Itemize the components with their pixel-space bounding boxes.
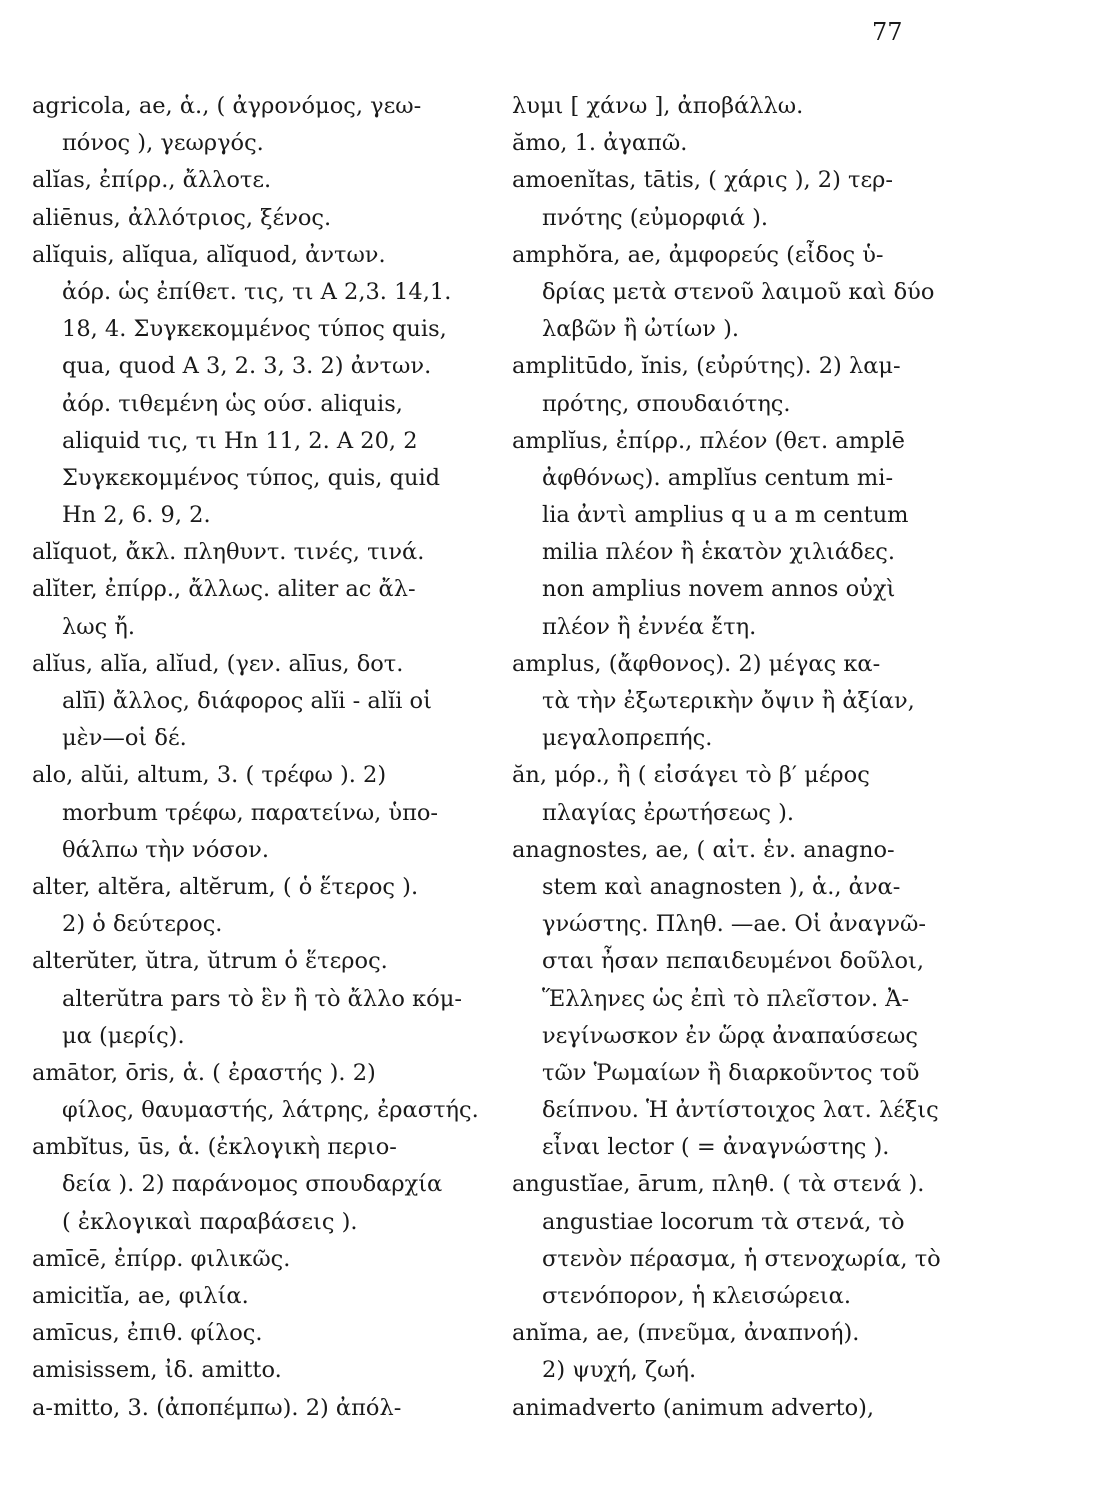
entry-headword-line: ambĭtus, ūs, ἁ. (ἐκλογικὴ περιο- [32,1134,397,1161]
entry-continuation-line: lia ἀντὶ amplius q u a m centum [542,502,909,529]
entry-continuation-line: σται ἦσαν πεπαιδευμένοι δοῦλοι, [542,948,924,975]
entry-continuation-line: milia πλέον ἢ ἑκατὸν χιλιάδες. [542,539,896,566]
entry-headword-line: alĭter, ἐπίρρ., ἄλλως. aliter ac ἄλ- [32,576,416,603]
entry-headword-line: anĭma, ae, (πνεῦμα, ἀναπνοή). [512,1320,860,1347]
entry-headword-line: alter, altĕra, altĕrum, ( ὁ ἕτερος ). [32,873,419,900]
entry-continuation-line: στενὸν πέρασμα, ἡ στενοχωρία, τὸ [542,1245,941,1272]
entry-continuation-line: δεία ). 2) παράνομος σπουδαρχία [62,1171,443,1198]
entry-continuation-line: Hn 2, 6. 9, 2. [62,502,211,529]
entry-continuation-line: aliquid τις, τι Hn 11, 2. A 20, 2 [62,427,418,454]
entry-continuation-line: 2) ψυχή, ζωή. [542,1357,697,1384]
entry-headword-line: agricola, ae, ἁ., ( ἀγρονόμος, γεω- [32,93,422,119]
entry-headword-line: alĭus, alĭa, alĭud, (γεν. alīus, δοτ. [32,650,404,677]
right-column [512,88,1072,1427]
entry-headword-line: amātor, ōris, ἁ. ( ἐραστής ). 2) [32,1059,376,1086]
entry-headword-line: aliēnus, ἀλλότριος, ξένος. [32,204,332,231]
entry-headword-line: anagnostes, ae, ( αἰτ. ἑν. anagno- [512,836,895,863]
entry-continuation-line: alterŭtra pars τὸ ἓν ἢ τὸ ἄλλο κόμ- [62,985,462,1012]
entry-continuation-line: πνότης (εὐμορφιά ). [542,204,769,231]
entry-continuation-line: φίλος, θαυμαστής, λάτρης, ἐραστής. [62,1097,479,1124]
entry-continuation-line: τῶν Ῥωμαίων ἢ διαρκοῦντος τοῦ [542,1059,920,1086]
entry-continuation-line: stem καὶ anagnosten ), ἁ., ἀνα- [542,873,901,900]
entry-continuation-line: γνώστης. Πληθ. —ae. Οἱ ἀναγνῶ- [542,911,926,938]
entry-continuation-line: λως ἤ. [62,613,135,640]
entry-headword-line: amoenĭtas, tātis, ( χάρις ), 2) τερ- [512,167,893,194]
left-column [32,88,502,1427]
entry-continuation-line: νεγίνωσκον ἐν ὥρᾳ ἀναπαύσεως [542,1022,918,1049]
entry-headword-line: angustĭae, ārum, πληθ. ( τὰ στενά ). [512,1171,925,1198]
entry-continuation-line: θάλπω τὴν νόσον. [62,836,270,863]
entry-headword-line: amplus, (ἄφθονος). 2) μέγας κα- [512,650,881,677]
entry-continuation-line: 2) ὁ δεύτερος. [62,911,223,938]
entry-headword-line: amphŏra, ae, ἀμφορεύς (εἶδος ὑ- [512,241,884,268]
entry-continuation-line: δρίας μετὰ στενοῦ λαιμοῦ καὶ δύο [542,278,935,305]
entry-headword-line: λυμι [ χάνω ], ἀποβάλλω. [512,93,804,119]
entry-continuation-line: ἀόρ. ὡς ἐπίθετ. τις, τι A 2,3. 14,1. [62,278,452,305]
entry-continuation-line: 18, 4. Συγκεκομμένος τύπος quis, [62,316,447,343]
entry-continuation-line: alĭī) ἄλλος, διάφορος alĭi - alĭi οἱ [62,688,432,714]
entry-continuation-line: ( ἐκλογικαὶ παραβάσεις ). [62,1208,358,1235]
entry-continuation-line: στενόπορον, ἡ κλεισώρεια. [542,1283,851,1309]
entry-continuation-line: angustiae locorum τὰ στενά, τὸ [542,1208,905,1235]
entry-headword-line: alĭquot, ἄκλ. πληθυντ. τινές, τινά. [32,539,425,566]
entry-headword-line: alterŭter, ŭtra, ŭtrum ὁ ἕτερος. [32,948,388,975]
entry-headword-line: animadverto (animum adverto), [512,1394,875,1421]
entry-continuation-line: ἀφθόνως). amplĭus centum mi- [542,464,894,491]
entry-continuation-line: qua, quod A 3, 2. 3, 3. 2) ἀντων. [62,353,432,380]
entry-continuation-line: Συγκεκομμένος τύπος, quis, quid [62,464,441,491]
entry-continuation-line: πόνος ), γεωργός. [62,130,264,157]
entry-headword-line: amīcē, ἐπίρρ. φιλικῶς. [32,1245,291,1272]
page-number: 77 [872,18,903,46]
entry-continuation-line: τὰ τὴν ἐξωτερικὴν ὄψιν ἢ ἀξίαν, [542,688,915,714]
entry-continuation-line: δείπνου. Ἡ ἀντίστοιχος λατ. λέξις [542,1097,939,1124]
entry-continuation-line: μὲν—οἱ δέ. [62,725,187,752]
entry-continuation-line: μα (μερίς). [62,1022,185,1049]
entry-headword-line: ăn, μόρ., ἢ ( εἰσάγει τὸ β′ μέρος [512,762,870,789]
entry-continuation-line: ἀόρ. τιθεμένη ὡς ούσ. aliquis, [62,390,403,417]
entry-continuation-line: εἶναι lector ( = ἀναγνώστης ). [542,1134,890,1161]
entry-headword-line: amicitĭa, ae, φιλία. [32,1283,249,1309]
entry-headword-line: alo, alŭi, altum, 3. ( τρέφω ). 2) [32,762,387,789]
entry-continuation-line: morbum τρέφω, παρατείνω, ὑπο- [62,799,439,826]
entry-continuation-line: λαβῶν ἢ ὠτίων ). [542,316,739,343]
entry-headword-line: alĭas, ἐπίρρ., ἄλλοτε. [32,167,272,194]
entry-headword-line: ămo, 1. ἀγαπῶ. [512,130,688,157]
entry-continuation-line: non amplius novem annos οὐχὶ [542,576,896,603]
entry-continuation-line: πρότης, σπουδαιότης. [542,390,791,417]
entry-continuation-line: πλέον ἢ ἐννέα ἔτη. [542,613,757,640]
entry-continuation-line: μεγαλοπρεπής. [542,725,713,752]
entry-continuation-line: πλαγίας ἐρωτήσεως ). [542,799,795,826]
entry-headword-line: amīcus, ἐπιθ. φίλος. [32,1320,263,1347]
entry-headword-line: amplitūdo, ĭnis, (εὐρύτης). 2) λαμ- [512,353,901,380]
entry-headword-line: a-mitto, 3. (ἀποπέμπω). 2) ἀπόλ- [32,1394,402,1421]
entry-headword-line: amplĭus, ἐπίρρ., πλέον (θετ. amplē [512,427,905,454]
entry-headword-line: alĭquis, alĭqua, alĭquod, ἀντων. [32,241,386,268]
entry-headword-line: amisissem, ἰδ. amitto. [32,1357,282,1384]
entry-continuation-line: Ἕλληνες ὡς ἐπὶ τὸ πλεῖστον. Ἀ- [542,985,910,1012]
